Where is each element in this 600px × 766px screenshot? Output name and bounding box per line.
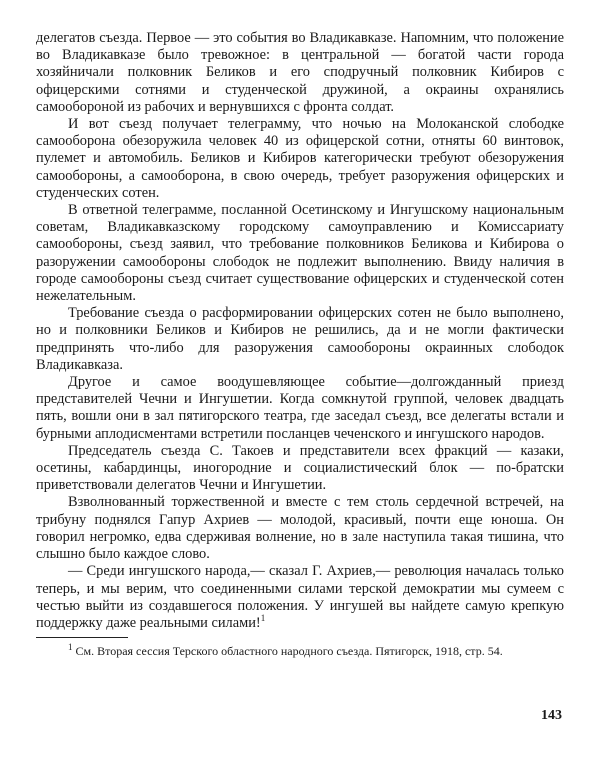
paragraph-3: В ответной телеграмме, посланной Осетинскому и Ингушскому национальным советам, Владикавказскому городскому самоуправлению и Комиссариату самообороны, съезд заявил, что требование полковников Беликова и Кибирова о разоружении самообороны слободок не подлежит выполнению. Ввиду наличия в городе самообороны съезд считает существование офицерских и студенческой сотен нежелательным. <box>36 202 564 305</box>
paragraph-8 <box>36 563 564 632</box>
footnote-reference: 1 <box>260 613 266 624</box>
page-number: 143 <box>541 708 562 723</box>
footnote-divider <box>36 637 128 638</box>
paragraph-6: Председатель съезда С. Такоев и представители всех фракций — казаки, осетины, кабардинцы, иногородние и социалистический блок — по-братски приветствовали делегатов Чечни и Ингушетии. <box>36 442 564 494</box>
paragraph-1: делегатов съезда. Первое — это события во Владикавказе. Напомним, что положение во Владикавказе было тревожное: в центральной — богатой части города хозяйничали полковник Беликов и его сподручный полковник Кибиров с офицерскими сотнями и студенческой дружиной, а окраины охранялись самообороной из рабочих и вернувшихся с фронта солдат. <box>36 30 564 115</box>
paragraph-2: И вот съезд получает телеграмму, что ночью на Молоканской слободке самооборона обезоружила человек 40 из офицерской сотни, отняты 60 винтовок, пулемет и автомобиль. Беликов и Кибиров категорически требуют обезоружения самообороны, а самооборона, в свою очередь, требует разоружения офицерских и студенческих сотен. <box>36 116 564 201</box>
page-body <box>36 30 564 659</box>
footnote-marker: 1 <box>68 642 73 653</box>
footnote <box>36 644 564 659</box>
paragraph-4: Требование съезда о расформировании офицерских сотен не было выполнено, но и полковники Беликов и Кибиров не решились, да и не могли фактически предпринять что-либо для разоружения самообороны окраинных слободок Владикавказа. <box>36 305 564 373</box>
paragraph-5: Другое и самое воодушевляющее событие—долгожданный приезд представителей Чечни и Ингушетии. Когда сомкнутой группой, человек двадцать пять, вошли они в зал пятигорского театра, где заседал съезд, все делегаты встали и бурными аплодисментами встретили посланцев чеченского и ингушского народов. <box>36 374 564 442</box>
paragraph-7: Взволнованный торжественной и вместе с тем столь сердечной встречей, на трибуну поднялся Гапур Ахриев — молодой, красивый, почти еще юноша. Он говорил негромко, едва сдерживая волнение, но в зале наступила такая тишина, что слышно было каждое слово. <box>36 494 564 563</box>
footnote-text: См. Вторая сессия Терского областного народного съезда. Пятигорск, 1918, стр. 54. <box>75 644 503 659</box>
paragraph-8-text: — Среди ингушского народа,— сказал Г. Ахриев,— революция началась только теперь, и мы верим, что соединенными силами терской демократии мы сумеем с честью выйти из создавшегося положения. У ингушей вы найдете самую крепкую поддержку даже реальными силами! <box>36 563 564 631</box>
